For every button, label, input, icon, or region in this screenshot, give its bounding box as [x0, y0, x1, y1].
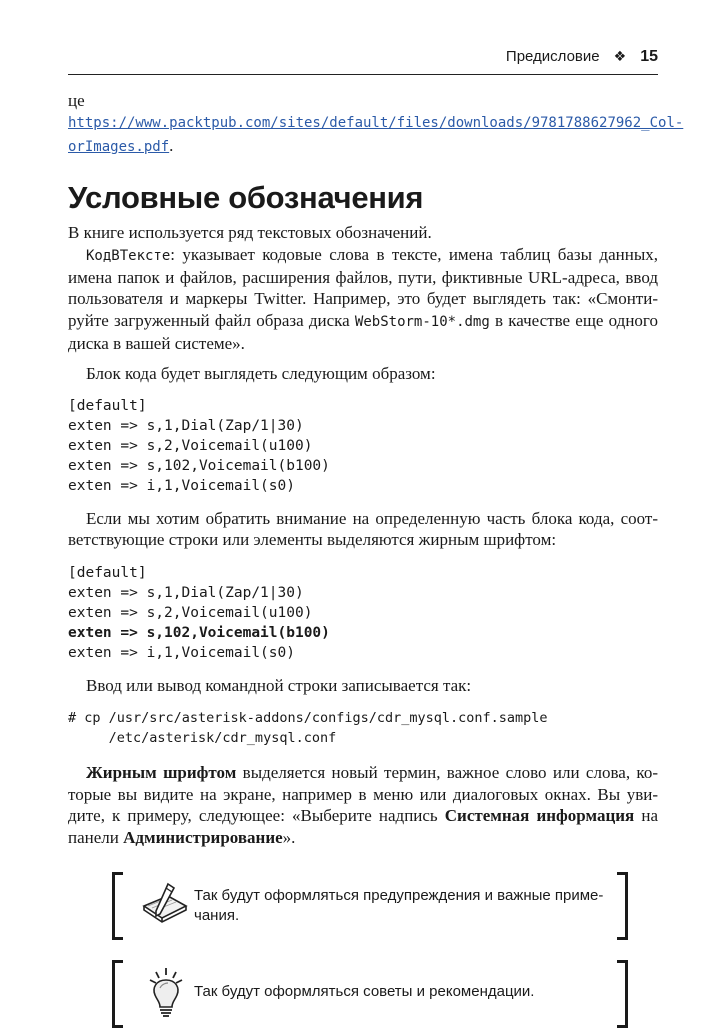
warning-note — [68, 872, 658, 938]
paragraph-5: Ввод или вывод командной строки записывается так: — [86, 675, 472, 695]
inline-code-term: КодВТексте — [86, 247, 171, 264]
paragraph-2 — [68, 244, 658, 355]
intro-paragraph — [68, 90, 684, 158]
section-name: Предисловие — [505, 48, 600, 65]
bracket-left — [112, 960, 123, 1028]
bold-term-2: Системная информация — [444, 806, 635, 826]
command-line: # cp /usr/src/asterisk-addons/configs/cdr_mysql.conf.sample — [68, 710, 548, 727]
paragraph-6-text-b: на панели — [68, 806, 658, 847]
code-line: exten => s,1,Dial(Zap/1|30) — [68, 584, 304, 601]
command-line-block — [68, 708, 658, 748]
inline-code-filename: WebStorm-10*.dmg — [354, 313, 490, 330]
command-line-continued: /etc/asterisk/cdr_mysql.conf — [68, 730, 337, 747]
code-line: exten => s,1,Dial(Zap/1|30) — [68, 418, 304, 435]
bracket-right — [617, 872, 628, 940]
bracket-right — [617, 960, 628, 1028]
intro-prefix: це — [68, 91, 85, 110]
url-line-1: https://www.packtpub.com/sites/default/files/downloads/9781788627962_Col- — [68, 115, 684, 132]
code-line: [default] — [68, 564, 147, 581]
notebook-pencil-icon — [138, 876, 194, 932]
bold-term-3: Администрирование — [123, 827, 283, 847]
code-block-2 — [68, 563, 658, 663]
paragraph-2-text-b: в качестве еще одного диска в вашей системе». — [68, 310, 658, 354]
code-line: exten => s,102,Voicemail(b100) — [68, 458, 330, 475]
warning-note-text: Так будут оформляться предупреждения и важные примечания. — [194, 886, 604, 924]
lightbulb-icon — [138, 964, 194, 1020]
paragraph-6-text-a: выделяется новый термин, важное слово или слова, которые вы видите на экране, например в меню или диалоговых окнах. Вы увидите, к примеру, следующее: «Выберите надпись — [68, 763, 658, 826]
code-line: exten => s,2,Voicemail(u100) — [68, 604, 313, 621]
tip-note — [68, 960, 658, 1026]
code-line: exten => s,2,Voicemail(u100) — [68, 438, 313, 455]
url-line-2: orImages.pdf — [68, 138, 170, 155]
bracket-left — [112, 872, 123, 940]
paragraph-6-text-c: ». — [282, 827, 296, 847]
page-body — [68, 90, 684, 1026]
intro-suffix: . — [169, 135, 174, 155]
code-line: exten => i,1,Voicemail(s0) — [68, 478, 295, 495]
paragraph-2-text-a: : указывает кодовые слова в тексте, имена таблиц базы данных, имена папок и файлов, расширения файлов, пути, фиктивные URL-адреса, ввод пользователя и маркеры Twitter. Например, это будет выглядеть так: «Смонтируйте загруженный файл образа диска — [68, 244, 658, 330]
code-line: exten => i,1,Voicemail(s0) — [68, 644, 295, 661]
paragraph-6 — [68, 762, 658, 848]
paragraph-4: Если мы хотим обратить внимание на определенную часть блока кода, соответствующие строки или элементы выделяются жирным шрифтом: — [68, 509, 658, 550]
page-number: 15 — [640, 48, 658, 65]
code-line-highlighted: exten => s,102,Voicemail(b100) — [68, 624, 330, 641]
running-header — [68, 48, 658, 75]
code-line: [default] — [68, 398, 147, 415]
color-images-link[interactable] — [68, 115, 683, 154]
tip-note-text: Так будут оформляться советы и рекомендации. — [194, 982, 535, 1000]
paragraph-1: В книге используется ряд текстовых обозначений. — [68, 223, 432, 243]
section-title: Условные обозначения — [68, 180, 424, 216]
paragraph-3: Блок кода будет выглядеть следующим образом: — [86, 363, 436, 383]
bold-term-1: Жирным шрифтом — [86, 763, 237, 783]
code-block-1 — [68, 396, 658, 496]
ornament-icon: ❖ — [613, 48, 627, 64]
